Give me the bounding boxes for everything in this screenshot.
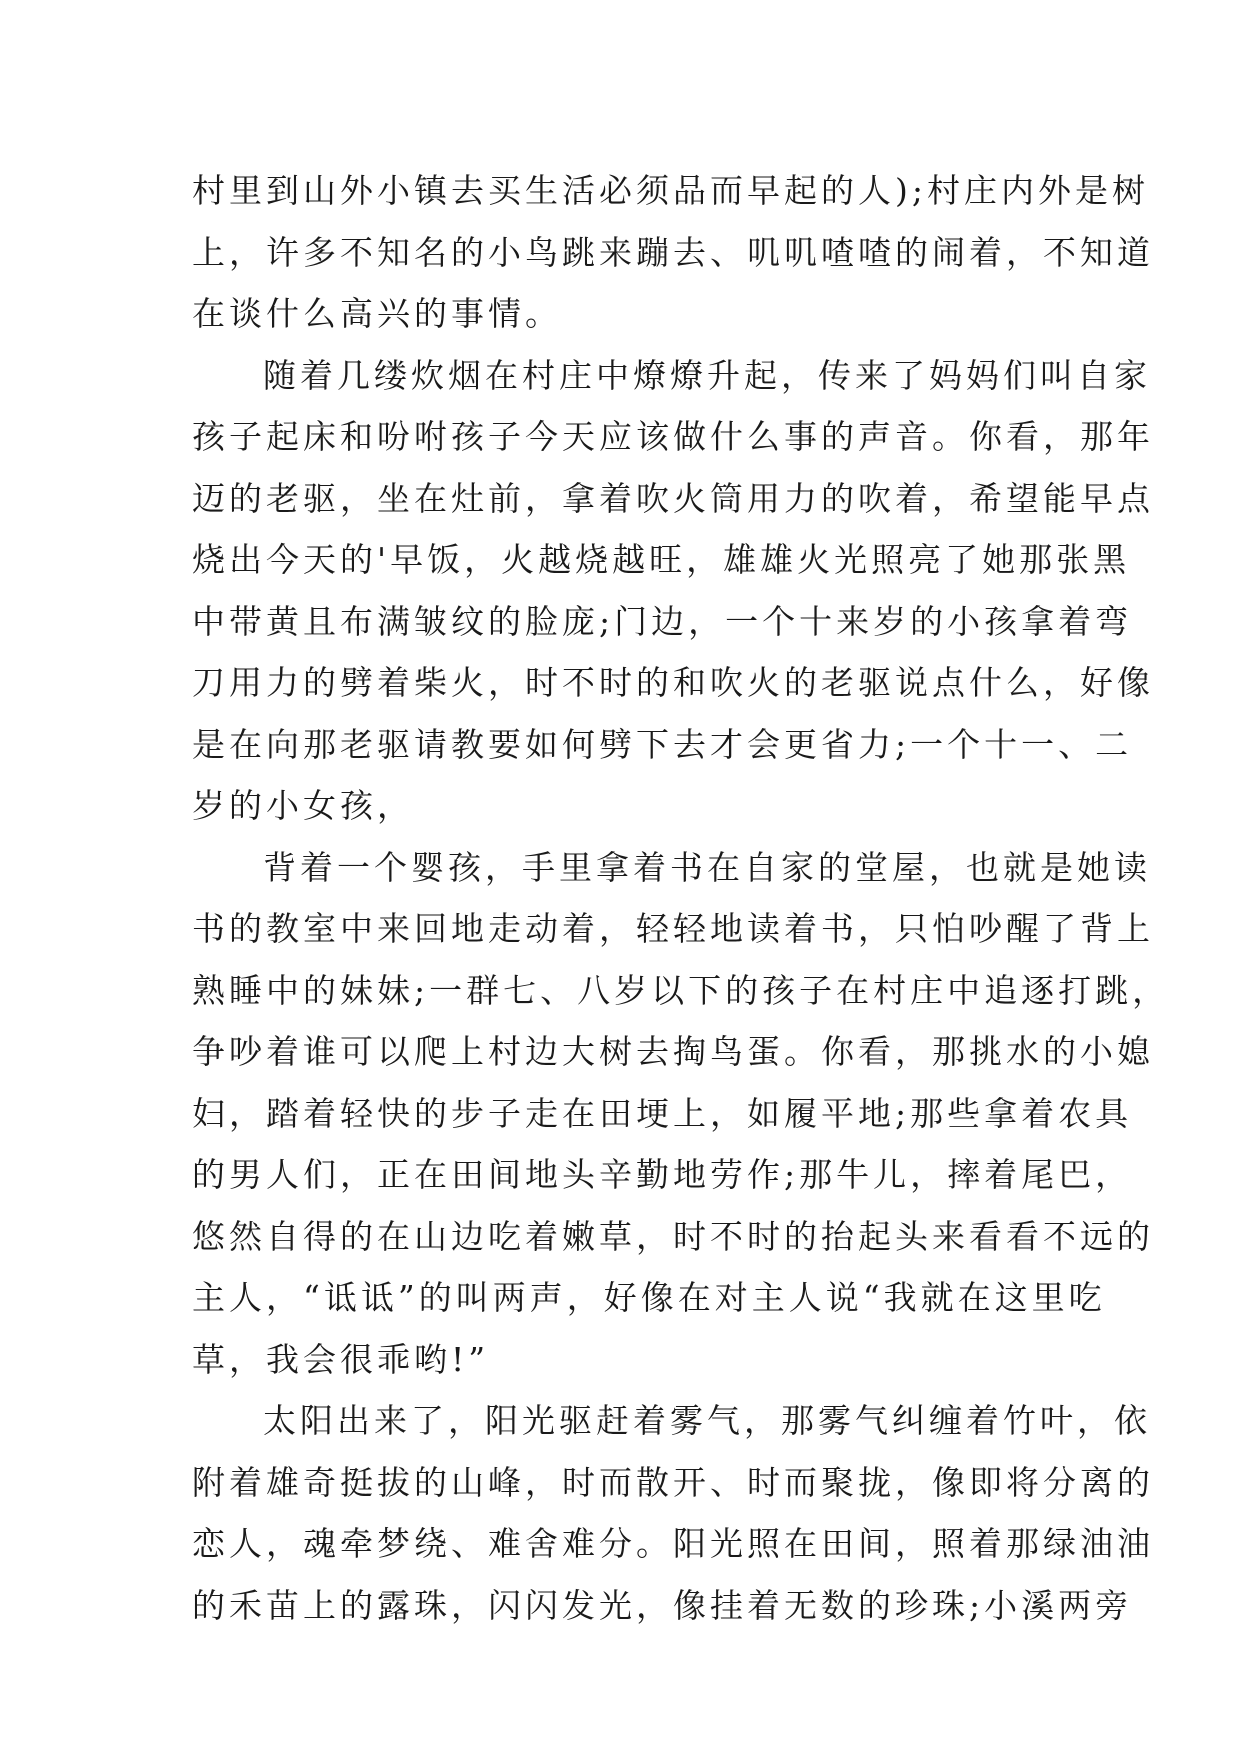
text-line: 书的教室中来回地走动着，轻轻地读着书，只怕吵醒了背上 xyxy=(192,909,1154,948)
text-line: 熟睡中的妹妹;一群七、八岁以下的孩子在村庄中追逐打跳， xyxy=(192,970,1170,1010)
text-line: 上，许多不知名的小鸟跳来蹦去、叽叽喳喳的闹着，不知道 xyxy=(192,232,1154,272)
paragraph xyxy=(192,160,1154,345)
text-line: 悠然自得的在山边吃着嫩草，时不时的抬起头来看看不远的 xyxy=(192,1216,1154,1256)
text-line: 主人，“诋诋”的叫两声，好像在对主人说“我就在这里吃 xyxy=(192,1278,1106,1317)
text-line: 刀用力的劈着柴火，时不时的和吹火的老驱说点什么，好像 xyxy=(192,663,1154,702)
text-line: 的禾苗上的露珠，闪闪发光，像挂着无数的珍珠;小溪两旁 xyxy=(192,1585,1133,1625)
paragraph xyxy=(192,345,1154,837)
text-line: 的男人们，正在田间地头辛勤地劳作;那牛儿，摔着尾巴， xyxy=(192,1155,1133,1194)
text-line: 争吵着谁可以爬上村边大树去掏鸟蛋。你看，那挑水的小媳 xyxy=(192,1032,1154,1071)
text-line: 中带黄且布满皱纹的脸庞;门边，一个十来岁的小孩拿着弯 xyxy=(192,601,1133,641)
text-line: 是在向那老驱请教要如何劈下去才会更省力;一个十一、二 xyxy=(192,724,1133,764)
text-line: 烧出今天的'早饭，火越烧越旺，雄雄火光照亮了她那张黑 xyxy=(192,540,1131,579)
text-line: 恋人，魂牵梦绕、难舍难分。阳光照在田间，照着那绿油油 xyxy=(192,1524,1154,1563)
article-body xyxy=(192,160,1170,1636)
paragraph xyxy=(192,837,1170,1391)
text-line: 背着一个婴孩，手里拿着书在自家的堂屋，也就是她读 xyxy=(263,847,1151,887)
text-line: 附着雄奇挺拔的山峰，时而散开、时而聚拢，像即将分离的 xyxy=(192,1462,1154,1502)
text-line: 孩子起床和吩咐孩子今天应该做什么事的声音。你看，那年 xyxy=(192,417,1154,456)
text-line: 迈的老驱，坐在灶前，拿着吹火筒用力的吹着，希望能早点 xyxy=(192,478,1154,518)
text-line: 在谈什么高兴的事情。 xyxy=(192,294,562,333)
text-line: 岁的小女孩， xyxy=(192,786,414,825)
paragraph xyxy=(192,1390,1154,1636)
text-line: 草，我会很乖哟!” xyxy=(192,1339,490,1379)
text-line: 村里到山外小镇去买生活必须品而早起的人);村庄内外是树 xyxy=(192,171,1149,210)
text-line: 太阳出来了，阳光驱赶着雾气，那雾气纠缠着竹叶，依 xyxy=(263,1401,1151,1440)
text-line: 妇，踏着轻快的步子走在田埂上，如履平地;那些拿着农具 xyxy=(192,1093,1133,1133)
text-line: 随着几缕炊烟在村庄中燎燎升起，传来了妈妈们叫自家 xyxy=(263,355,1151,395)
